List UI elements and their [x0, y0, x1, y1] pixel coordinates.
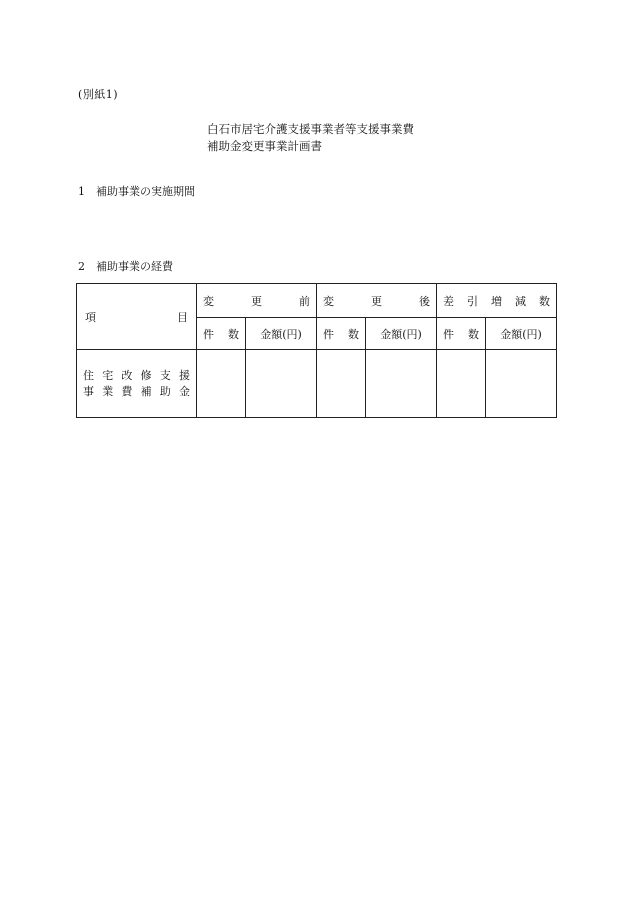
annex-label: (別紙1) [78, 88, 119, 101]
char: 補 [140, 384, 152, 398]
item-header-cell [77, 284, 197, 350]
section-number: 2 [78, 260, 85, 273]
char: 更 [251, 294, 262, 308]
char: 件 [323, 327, 334, 341]
subheader-amount-difference: 金額(円) [486, 318, 557, 350]
char: 件 [443, 327, 454, 341]
char: 後 [419, 294, 430, 308]
group-header-after-text [317, 293, 436, 309]
expense-table [76, 283, 557, 418]
value-amount-before [246, 350, 317, 418]
char: 事 [83, 384, 94, 398]
row-label-line-1 [83, 368, 190, 384]
char: 援 [178, 368, 190, 382]
subheader-count-before [197, 318, 246, 350]
char: 助 [159, 384, 171, 398]
value-amount-after [366, 350, 437, 418]
char: 数 [348, 327, 359, 341]
section-heading: 補助事業の実施期間 [96, 185, 195, 198]
char: 差 [443, 294, 454, 308]
char: 前 [299, 294, 310, 308]
value-amount-difference [486, 350, 557, 418]
char: 件 [203, 327, 214, 341]
char: 金 [178, 384, 190, 398]
subheader-count-text [317, 326, 365, 342]
subheader-count-after [317, 318, 366, 350]
group-header-difference [437, 284, 557, 318]
row-label-cell [77, 350, 197, 418]
subheader-count-text [197, 326, 245, 342]
char: 数 [539, 294, 550, 308]
title-line-1: 白石市居宅介護支援事業者等支援事業費 [207, 122, 414, 136]
char: 増 [491, 294, 502, 308]
row-label-line-2 [83, 384, 190, 400]
title-line-2: 補助金変更事業計画書 [207, 139, 322, 153]
char: 住 [83, 368, 94, 382]
group-header-after [317, 284, 437, 318]
subheader-count-text [437, 326, 485, 342]
subheader-amount-before: 金額(円) [246, 318, 317, 350]
item-header-left: 項 [85, 310, 96, 324]
char: 支 [159, 368, 171, 382]
char: 数 [228, 327, 239, 341]
char: 改 [121, 368, 133, 382]
char: 引 [467, 294, 478, 308]
value-count-before [197, 350, 246, 418]
char: 費 [121, 384, 133, 398]
group-header-difference-text [437, 293, 556, 309]
section-expenses [78, 258, 173, 274]
document-title [207, 121, 414, 155]
section-heading: 補助事業の経費 [96, 260, 173, 273]
value-count-difference [437, 350, 486, 418]
char: 減 [515, 294, 526, 308]
item-header-right: 目 [177, 310, 188, 324]
subheader-amount-after: 金額(円) [366, 318, 437, 350]
char: 修 [140, 368, 152, 382]
char: 変 [323, 294, 334, 308]
char: 更 [371, 294, 382, 308]
char: 宅 [102, 368, 114, 382]
group-header-before-text [197, 293, 316, 309]
char: 業 [102, 384, 114, 398]
section-number: 1 [78, 185, 85, 198]
section-implementation-period [78, 183, 195, 199]
subheader-count-difference [437, 318, 486, 350]
char: 数 [468, 327, 479, 341]
group-header-before [197, 284, 317, 318]
value-count-after [317, 350, 366, 418]
char: 変 [203, 294, 214, 308]
